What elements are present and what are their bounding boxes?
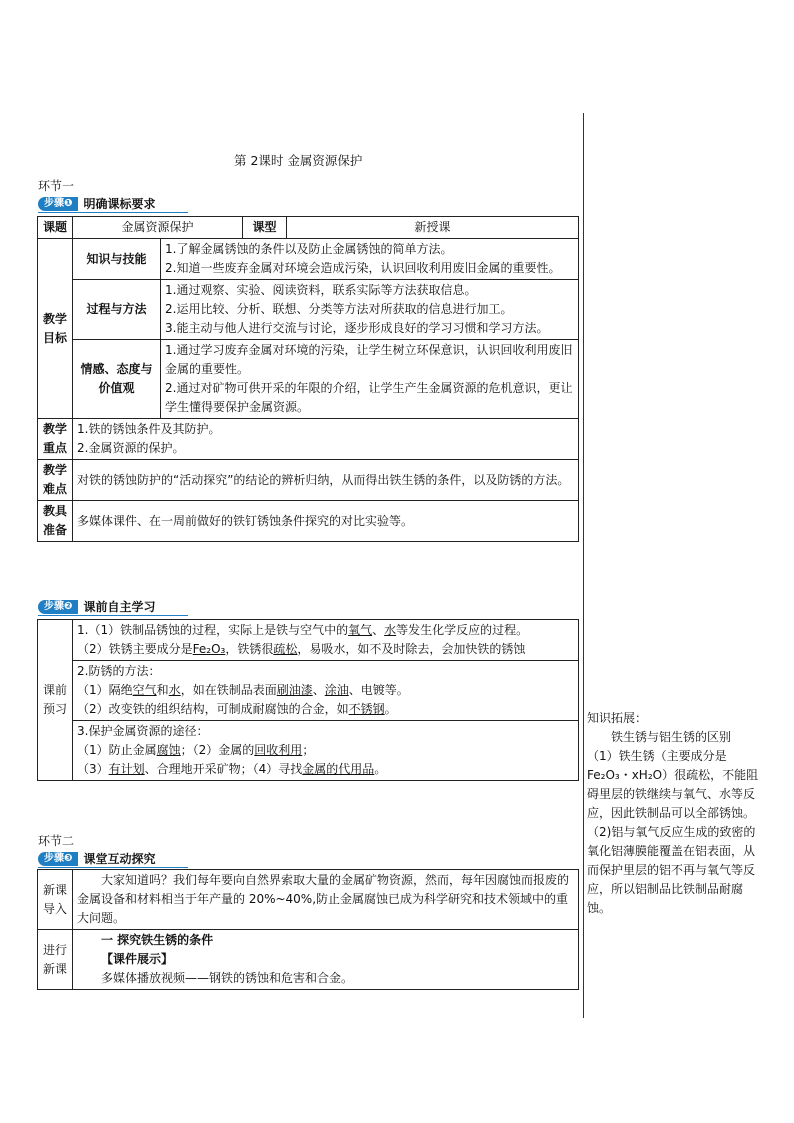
lesson-title: 第 2课时 金属资源保护 <box>234 153 363 168</box>
step-badge-1: 步骤❶ <box>38 197 78 211</box>
goal-knowledge-2: 2.知道一些废弃金属对环境会造成污染，认识回收利用废旧金属的重要性。 <box>165 261 561 275</box>
preview-table <box>37 619 579 781</box>
preview-line-8: （3）有计划、合理地开采矿物；（4）寻找金属的代用品。 <box>77 762 387 776</box>
key-point-1: 1.铁的锈蚀条件及其防护。 <box>77 422 221 436</box>
table-row <box>38 661 579 721</box>
preview-line-6: 3.保护金属资源的途径： <box>77 724 209 738</box>
step-badge-3: 步骤❸ <box>38 852 78 866</box>
new-lesson-heading: 一 探究铁生锈的条件 <box>101 933 214 947</box>
step-header-3 <box>38 852 155 866</box>
page-margin-divider <box>583 113 584 1018</box>
table-row <box>38 340 579 419</box>
preview-line-3: 2.防锈的方法： <box>77 664 161 678</box>
goal-emotion-label: 情感、态度与价值观 <box>73 340 161 419</box>
step-underline-1 <box>38 212 188 213</box>
goal-process-3: 3.能主动与他人进行交流与讨论，逐步形成良好的学习习惯和学习方法。 <box>165 321 549 335</box>
step-underline-3 <box>38 867 188 868</box>
table-row <box>38 217 579 239</box>
answer-oxygen: 氧气 <box>348 623 373 637</box>
step-title-2: 课前自主学习 <box>83 600 156 614</box>
preview-line-5: （2）改变铁的组织结构，可制成耐腐蚀的合金，如不锈钢。 <box>77 702 397 716</box>
goal-knowledge <box>161 239 579 280</box>
answer-loose: 疏松 <box>273 642 298 656</box>
step-title-3: 课堂互动探究 <box>83 852 156 866</box>
goal-process <box>161 280 579 340</box>
goal-emotion <box>161 340 579 419</box>
courseware-label: 【课件展示】 <box>101 952 174 966</box>
goal-process-2: 2.运用比较、分析、联想、分类等方法对所获取的信息进行加工。 <box>165 302 513 316</box>
header-goals: 教学目标 <box>38 239 73 419</box>
step-badge-2: 步骤❷ <box>38 600 78 614</box>
preview-line-4: （1）隔绝空气和水，如在铁制品表面刷油漆、涂油、电镀等。 <box>77 683 409 697</box>
section-label-1: 环节一 <box>38 179 75 193</box>
answer-paint: 刷油漆 <box>276 683 313 697</box>
table-row <box>38 501 579 542</box>
goal-emotion-2: 2.通过对矿物可供开采的年限的介绍，让学生产生金属资源的危机意识，更让学生懂得要保护金属资源。 <box>165 381 573 414</box>
header-difficulty: 教学难点 <box>38 460 73 501</box>
preview-resource-protection <box>73 721 579 781</box>
table-row <box>38 870 579 930</box>
answer-recycle: 回收利用 <box>254 743 303 757</box>
table-row <box>38 460 579 501</box>
header-topic: 课题 <box>38 217 73 239</box>
lesson-objectives-table <box>37 216 579 542</box>
topic-value: 金属资源保护 <box>73 217 243 239</box>
intro-text: 大家知道吗？我们每年要向自然界索取大量的金属矿物资源，然而，每年因腐蚀而报废的金属设备和材料相当于年产量的 20%~40%,防止金属腐蚀已成为科学研究和技术领域中的重大问题。 <box>73 870 579 930</box>
table-row <box>38 721 579 781</box>
preview-line-7: （1）防止金属腐蚀；（2）金属的回收利用； <box>77 743 315 757</box>
step-underline-2 <box>38 615 188 616</box>
extension-title: 知识拓展： <box>587 711 648 725</box>
step-header-1 <box>38 197 155 211</box>
knowledge-extension <box>587 709 762 918</box>
answer-corrosion: 腐蚀 <box>156 743 181 757</box>
goal-process-1: 1.通过观察、实验、阅读资料，联系实际等方法获取信息。 <box>165 283 477 297</box>
classroom-table <box>37 869 579 990</box>
step-header-2 <box>38 600 155 614</box>
goal-knowledge-1: 1.了解金属锈蚀的条件以及防止金属锈蚀的简单方法。 <box>165 242 453 256</box>
key-points <box>73 419 579 460</box>
answer-planned: 有计划 <box>108 762 145 776</box>
answer-substitutes: 金属的代用品 <box>302 762 375 776</box>
answer-air: 空气 <box>132 683 157 697</box>
header-key-points: 教学重点 <box>38 419 73 460</box>
answer-rust-formula: Fe₂O₃ <box>192 642 226 656</box>
header-type: 课型 <box>243 217 287 239</box>
preview-rust-process <box>73 620 579 661</box>
new-lesson <box>73 930 579 990</box>
preview-line-1: 1.（1）铁制品锈蚀的过程，实际上是铁与空气中的氧气、水等发生化学反应的过程。 <box>77 623 529 637</box>
answer-stainless-steel: 不锈钢 <box>348 702 385 716</box>
answer-water: 水 <box>384 623 397 637</box>
section-label-2: 环节二 <box>38 834 75 848</box>
difficulty: 对铁的锈蚀防护的“活动探究”的结论的辨析归纳，从而得出铁生锈的条件，以及防锈的方法。 <box>73 460 579 501</box>
type-value: 新授课 <box>287 217 579 239</box>
header-new-lesson: 进行新课 <box>38 930 73 990</box>
header-teaching-aids: 教具准备 <box>38 501 73 542</box>
key-point-2: 2.金属资源的保护。 <box>77 441 185 455</box>
goal-knowledge-label: 知识与技能 <box>73 239 161 280</box>
preview-rust-prevention <box>73 661 579 721</box>
table-row <box>38 930 579 990</box>
extension-heading: 铁生锈与铝生锈的区别 <box>611 730 732 744</box>
goal-process-label: 过程与方法 <box>73 280 161 340</box>
preview-line-2: （2）铁锈主要成分是Fe₂O₃，铁锈很疏松，易吸水，如不及时除去，会加快铁的锈蚀 <box>77 642 526 656</box>
answer-oil: 涂油 <box>324 683 349 697</box>
teaching-aids: 多媒体课件、在一周前做好的铁钉锈蚀条件探究的对比实验等。 <box>73 501 579 542</box>
extension-iron: （1）铁生锈（主要成分是Fe₂O₃・xH₂O）很疏松，不能阻碍里层的铁继续与氧气、水等反应，因此铁制品可以全部锈蚀。 <box>587 749 759 820</box>
goal-emotion-1: 1.通过学习废弃金属对环境的污染，让学生树立环保意识，认识回收利用废旧金属的重要性。 <box>165 343 573 376</box>
answer-water-2: 水 <box>168 683 181 697</box>
header-intro: 新课导入 <box>38 870 73 930</box>
header-preview: 课前预习 <box>38 620 73 781</box>
video-note: 多媒体播放视频——钢铁的锈蚀和危害和合金。 <box>101 971 354 985</box>
table-row <box>38 239 579 280</box>
extension-aluminum: （2)铝与氧气反应生成的致密的氧化铝薄膜能覆盖在铝表面，从而保护里层的铝不再与氧气等反应，所以铝制品比铁制品耐腐蚀。 <box>587 825 756 915</box>
table-row <box>38 419 579 460</box>
table-row <box>38 280 579 340</box>
step-title-1: 明确课标要求 <box>83 197 156 211</box>
table-row <box>38 620 579 661</box>
